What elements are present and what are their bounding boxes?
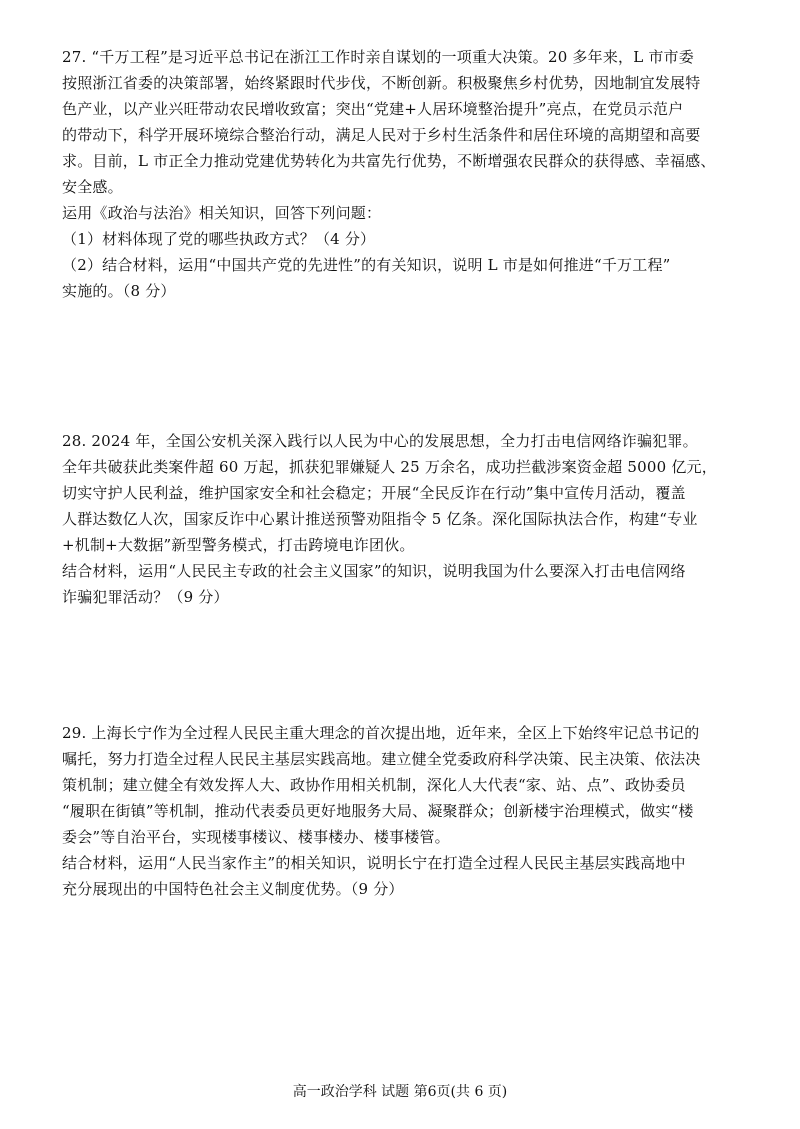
question-line: “履职在街镇”等机制，推动代表委员更好地服务大局、凝聚群众；创新楼宇治理模式，做实“楼 [62,802,694,820]
question-line: 人群达数亿人次，国家反诈中心累计推送预警劝阻指令 5 亿条。深化国际执法合作，构建“专业 [62,510,698,528]
question-line: 嘱托，努力打造全过程人民民主基层实践高地。建立健全党委政府科学决策、民主决策、依法决 [62,750,701,768]
question-prompt-continued: 充分展现出的中国特色社会主义制度优势。（9 分） [62,880,404,898]
question-line: 27. “千万工程”是习近平总书记在浙江工作时亲自谋划的一项重大决策。20 多年来，L 市市委 [62,48,694,66]
question-prompt: 结合材料，运用“人民当家作主”的相关知识，说明长宁在打造全过程人民民主基层实践高地中 [62,854,686,872]
question-line: 切实守护人民利益，维护国家安全和社会稳定；开展“全民反诈在行动”集中宣传月活动，覆盖 [62,484,686,502]
question-prompt: 运用《政治与法治》相关知识，回答下列问题： [62,204,382,222]
question-line: 28. 2024 年，全国公安机关深入践行以人民为中心的发展思想，全力打击电信网络诈骗犯罪。 [62,432,698,450]
question-prompt: 结合材料，运用“人民民主专政的社会主义国家”的知识，说明我国为什么要深入打击电信网络 [62,562,686,580]
question-line: 全年共破获此类案件超 60 万起，抓获犯罪嫌疑人 25 万余名，成功拦截涉案资金超 5000 亿元， [62,458,717,476]
sub-question-1: （1）材料体现了党的哪些执政方式？（4 分） [62,230,376,248]
question-prompt-continued: 诈骗犯罪活动？（9 分） [62,588,229,606]
question-line: +机制+大数据”新型警务模式，打击跨境电诈团伙。 [62,536,415,554]
question-line: 安全感。 [62,178,123,196]
question-28 [62,428,752,610]
question-line: 的带动下，科学开展环境综合整治行动，满足人民对于乡村生活条件和居住环境的高期望和高要 [62,126,701,144]
question-line: 色产业，以产业兴旺带动农民增收致富；突出“党建+人居环境整治提升”亮点，在党员示范户 [62,100,684,118]
question-line: 求。目前，L 市正全力推动党建优势转化为共富先行优势，不断增强农民群众的获得感、幸福感、 [62,152,716,170]
page-footer: 高一政治学科 试题 第6页(共 6 页) [292,1084,508,1100]
question-line: 按照浙江省委的决策部署，始终紧跟时代步伐，不断创新。积极聚焦乡村优势，因地制宜发展特 [62,74,701,92]
question-line: 策机制；建立健全有效发挥人大、政协作用相关机制，深化人大代表“家、站、点”、政协委员 [62,776,686,794]
sub-question-2-continued: 实施的。（8 分） [62,282,176,300]
question-line: 委会”等自治平台，实现楼事楼议、楼事楼办、楼事楼管。 [62,828,450,846]
question-line: 29. 上海长宁作为全过程人民民主重大理念的首次提出地，近年来，全区上下始终牢记总书记的 [62,724,700,742]
sub-question-2: （2）结合材料，运用“中国共产党的先进性”的有关知识，说明 L 市是如何推进“千万工程” [62,256,671,274]
question-29 [62,720,752,902]
question-27 [62,44,752,304]
